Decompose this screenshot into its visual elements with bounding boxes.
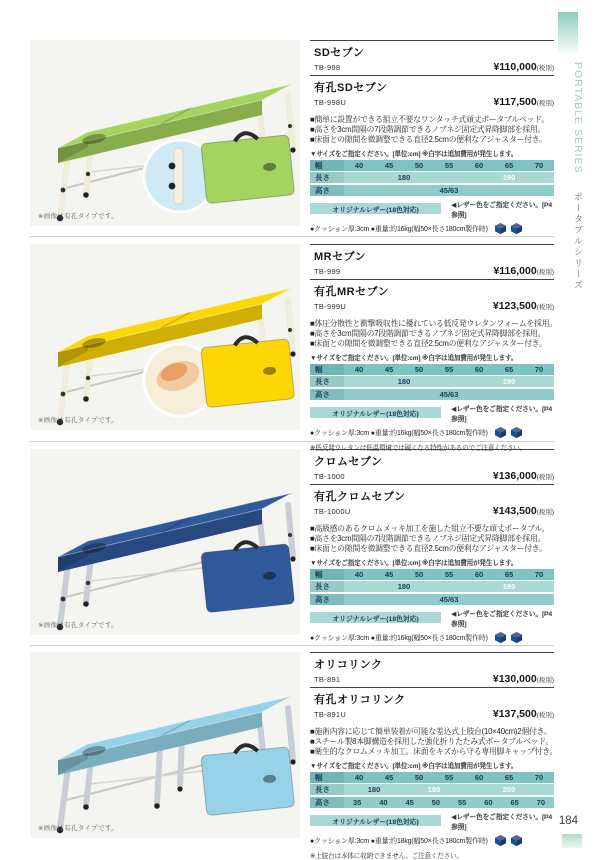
product-model: TB-999U xyxy=(314,302,347,311)
size-cell: 70 xyxy=(536,797,546,807)
table-row-width xyxy=(310,364,554,375)
bullet-line: ■衛生的なクロムメッキ加工。床面をキズから守る専用脚キャップ付き。 xyxy=(310,746,558,756)
size-table xyxy=(310,772,554,808)
size-cell: 180 xyxy=(397,377,411,387)
product-model: TB-998 xyxy=(314,63,341,72)
size-cell: 45/63 xyxy=(439,389,459,399)
row-label: 幅 xyxy=(310,772,344,783)
product-info xyxy=(310,652,558,860)
folded-case-illustration xyxy=(200,741,294,816)
cube-icon xyxy=(494,835,507,847)
product-entry xyxy=(310,244,554,279)
tax-label: (税別) xyxy=(536,712,554,719)
table-row-height xyxy=(310,594,554,605)
cube-icon xyxy=(494,632,507,644)
cube-icons xyxy=(494,427,523,439)
cube-icon xyxy=(494,223,507,235)
product-entry xyxy=(310,279,554,314)
product-photo xyxy=(30,449,300,635)
leather-row xyxy=(310,811,554,831)
tax-label: (税別) xyxy=(536,65,554,72)
product-info xyxy=(310,244,557,452)
product-photo xyxy=(30,40,300,226)
product-section xyxy=(30,244,557,452)
cube-icon xyxy=(510,632,523,644)
massage-table-illustration xyxy=(30,40,300,226)
product-model: TB-891 xyxy=(314,675,341,684)
folded-case-illustration xyxy=(200,538,294,613)
series-sidebar xyxy=(569,62,587,291)
cushion-note: ●クッション厚:3cm ●重量:約16kg(幅50×長さ180cm製作時) xyxy=(310,225,488,233)
product-name: MRセブン xyxy=(314,251,367,263)
series-title-ja: ポータブルシリーズ xyxy=(573,191,583,291)
tax-label: (税別) xyxy=(536,304,554,311)
size-cell: 70 xyxy=(534,772,544,782)
leather-row xyxy=(310,608,554,628)
size-cell: 70 xyxy=(534,364,544,374)
massage-table-illustration xyxy=(30,652,300,838)
table-row-length xyxy=(310,172,554,183)
bullet-line: ■床面との隙間を微調整できる直径2.5cmの便利なアジャスター付き。 xyxy=(310,134,547,144)
product-info xyxy=(310,40,554,235)
size-cell: 50 xyxy=(431,797,441,807)
size-cell: 55 xyxy=(444,569,454,579)
size-cell: 55 xyxy=(444,772,454,782)
product-price: ¥116,000(税別) xyxy=(493,265,554,277)
folded-case-illustration xyxy=(200,333,294,408)
section-divider xyxy=(30,441,554,442)
section-divider xyxy=(30,645,554,646)
product-price: ¥137,500(税別) xyxy=(492,708,554,720)
product-price: ¥136,000(税別) xyxy=(492,470,554,482)
bullet-line: ■床面との隙間を微調整できる直径2.5cmの便利なアジャスター付き。 xyxy=(310,338,547,348)
size-note: ▼サイズをご指定ください。[単位:cm] ※白字は追加費用が発生します。 xyxy=(310,559,518,567)
size-cell: 50 xyxy=(414,569,424,579)
size-cell: 65 xyxy=(510,797,519,807)
product-photo xyxy=(30,244,300,430)
size-cell: 180 xyxy=(397,173,411,183)
size-note: ▼サイズをご指定ください。[単位:cm] ※白字は追加費用が発生します。 xyxy=(310,762,518,770)
product-photo xyxy=(30,652,300,838)
size-cell: 60 xyxy=(474,569,484,579)
table-row-height xyxy=(310,185,554,196)
size-cell: 55 xyxy=(444,364,454,374)
size-note: ▼サイズをご指定ください。[単位:cm] ※白字は追加費用が発生します。 xyxy=(310,150,518,158)
size-cell-extra-cost: 190 xyxy=(502,377,516,387)
size-cell: 60 xyxy=(474,772,484,782)
size-cell: 45 xyxy=(384,364,394,374)
size-cell: 65 xyxy=(504,772,514,782)
size-cell: 180 xyxy=(367,785,381,795)
cushion-row xyxy=(310,835,554,847)
product-entry xyxy=(310,687,554,722)
cube-icon xyxy=(510,835,523,847)
size-table xyxy=(310,569,554,605)
product-section xyxy=(30,40,554,233)
massage-table-illustration xyxy=(30,244,300,430)
bullet-line: ■高さを3cm間隔の7段階調節できるノブネジ固定式昇降脚部を採用。 xyxy=(310,124,546,134)
product-model: TB-998U xyxy=(314,98,347,107)
tax-label: (税別) xyxy=(536,100,554,107)
table-row-width xyxy=(310,160,554,171)
product-model: TB-1000U xyxy=(314,507,351,516)
product-name: SDセブン xyxy=(314,47,365,59)
cushion-note: ●クッション厚:3cm ●重量:約16kg(幅50×長さ180cm製作時) xyxy=(310,429,488,437)
photo-caption: ※画像は有孔タイプです。 xyxy=(38,213,118,220)
table-row-width xyxy=(310,569,554,580)
product-name: クロムセブン xyxy=(314,456,383,468)
size-cell: 55 xyxy=(457,797,467,807)
row-label: 長さ xyxy=(310,172,344,183)
size-cell-extra-cost: 190 xyxy=(502,173,516,183)
cube-icon xyxy=(510,427,523,439)
cushion-note: ●クッション厚:3cm ●重量:約18kg(幅50×長さ180cm製作時) xyxy=(310,837,488,845)
row-label: 高さ xyxy=(310,594,344,605)
size-cell: 50 xyxy=(414,364,424,374)
product-info xyxy=(310,449,554,644)
cube-icon xyxy=(510,223,523,235)
bullet-line: ■簡単に設置ができる組立不要なワンタッチ式頑丈ポータブルベッド。 xyxy=(310,115,549,124)
cushion-row xyxy=(310,427,554,439)
size-cell: 60 xyxy=(474,160,484,170)
table-row-height xyxy=(310,389,554,400)
product-model: TB-1000 xyxy=(314,472,345,481)
size-cell: 35 xyxy=(352,797,362,807)
table-row-length xyxy=(310,784,554,795)
sidebar-gradient-tab xyxy=(558,12,578,56)
feature-bullets xyxy=(310,115,554,145)
size-cell: 60 xyxy=(474,364,484,374)
size-cell: 50 xyxy=(414,772,424,782)
size-table xyxy=(310,364,554,400)
tax-label: (税別) xyxy=(536,269,554,276)
row-label: 幅 xyxy=(310,364,344,375)
bullet-line: ■高級感のあるクロムメッキ加工を施した組立不要な頑丈ポータブル。 xyxy=(310,524,550,533)
row-label: 長さ xyxy=(310,581,344,592)
row-label: 長さ xyxy=(310,784,344,795)
bullet-line: ■施術内容に応じて簡単装着が可能な差込式上肢台(10×40cm)2個付き。 xyxy=(310,727,552,736)
size-cell-extra-cost: 190 xyxy=(427,785,441,795)
leather-option-box: オリジナルレザー(18色対応) xyxy=(310,815,441,826)
size-cell: 45 xyxy=(384,772,394,782)
size-cell: 70 xyxy=(534,160,544,170)
product-name: 有孔オリコリンク xyxy=(314,694,406,706)
size-cell: 50 xyxy=(414,160,424,170)
page-corner-mark xyxy=(562,834,582,848)
row-label: 幅 xyxy=(310,569,344,580)
cushion-row xyxy=(310,223,554,235)
leather-row xyxy=(310,199,554,219)
leather-option-box: オリジナルレザー(18色対応) xyxy=(310,203,441,214)
size-cell: 45/63 xyxy=(439,594,459,604)
row-label: 長さ xyxy=(310,376,344,387)
row-label: 幅 xyxy=(310,160,344,171)
product-price: ¥123,500(税別) xyxy=(492,300,554,312)
size-cell: 180 xyxy=(397,582,411,592)
product-section xyxy=(30,652,558,860)
cube-icons xyxy=(494,223,523,235)
leather-note: ◀レザー色をご指定ください。[P4参照] xyxy=(451,201,552,219)
tax-label: (税別) xyxy=(536,509,554,516)
tax-label: (税別) xyxy=(536,677,554,684)
product-entry xyxy=(310,449,554,484)
massage-table-illustration xyxy=(30,449,300,635)
row-label: 高さ xyxy=(310,185,344,196)
section-divider xyxy=(30,236,554,237)
bullet-line: ■高さを3cm間隔の7段階調節できるノブネジ固定式昇降脚部を採用。 xyxy=(310,533,546,543)
product-price: ¥130,000(税別) xyxy=(492,673,554,685)
series-title-en: PORTABLE SERIES xyxy=(572,62,584,174)
size-cell: 40 xyxy=(379,797,388,807)
bullet-line: ■体圧分散性と衝撃吸収性に優れている低反発ウレタンフォームを採用。 xyxy=(310,319,557,328)
tax-label: (税別) xyxy=(536,474,554,481)
size-cell: 40 xyxy=(354,772,364,782)
feature-bullets xyxy=(310,727,558,757)
product-entry xyxy=(310,75,554,110)
table-row-height xyxy=(310,797,554,808)
size-table xyxy=(310,160,554,196)
leather-option-box: オリジナルレザー(18色対応) xyxy=(310,407,441,418)
product-entry xyxy=(310,652,554,687)
cushion-note: ●クッション厚:3cm ●重量:約16kg(幅50×長さ180cm製作時) xyxy=(310,634,488,642)
photo-caption: ※画像は有孔タイプです。 xyxy=(38,417,118,424)
size-cell-extra-cost: 190 xyxy=(502,582,516,592)
size-cell: 45/63 xyxy=(439,185,459,195)
table-row-length xyxy=(310,581,554,592)
table-row-length xyxy=(310,376,554,387)
product-price: ¥110,000(税別) xyxy=(493,61,554,73)
row-label: 高さ xyxy=(310,797,344,808)
bullet-line: ■高さを3cm間隔の7段階調節できるノブネジ固定式昇降脚部を採用。 xyxy=(310,328,546,338)
feature-bullets xyxy=(310,319,557,349)
bullet-line: ■スチール製8本脚構造を採用した強化折りたたみ式ポータブルベッド。 xyxy=(310,736,553,746)
leather-note: ◀レザー色をご指定ください。[P4参照] xyxy=(451,813,552,831)
size-cell: 45 xyxy=(384,160,394,170)
cube-icons xyxy=(494,632,523,644)
product-model: TB-999 xyxy=(314,267,341,276)
product-section xyxy=(30,449,554,642)
feature-bullets xyxy=(310,524,554,554)
product-entry xyxy=(310,40,554,75)
extra-note: ※上肢台は本体に収納できません。ご注意ください。 xyxy=(310,852,463,860)
leather-note: ◀レザー色をご指定ください。[P4参照] xyxy=(451,610,552,628)
size-cell: 40 xyxy=(354,364,364,374)
product-model: TB-891U xyxy=(314,710,347,719)
size-cell: 40 xyxy=(354,160,364,170)
photo-caption: ※画像は有孔タイプです。 xyxy=(38,622,118,629)
product-name: 有孔MRセブン xyxy=(314,286,390,298)
leather-note: ◀レザー色をご指定ください。[P4参照] xyxy=(451,405,552,423)
product-price: ¥143,500(税別) xyxy=(492,505,554,517)
size-note: ▼サイズをご指定ください。[単位:cm] ※白字は追加費用が発生します。 xyxy=(310,354,518,362)
leather-option-box: オリジナルレザー(18色対応) xyxy=(310,612,441,623)
product-name: 有孔クロムセブン xyxy=(314,491,406,503)
size-cell: 65 xyxy=(504,569,514,579)
cushion-row xyxy=(310,632,554,644)
size-cell: 45 xyxy=(405,797,414,807)
size-cell: 65 xyxy=(504,364,514,374)
size-cell: 55 xyxy=(444,160,454,170)
product-price: ¥117,500(税別) xyxy=(493,96,554,108)
extra-note: ※低反発ウレタンは低温環境では硬くなる特性があるのでご注意ください。 xyxy=(310,444,527,452)
product-name: オリコリンク xyxy=(314,659,383,671)
page-number: 184 xyxy=(558,815,578,827)
size-cell: 40 xyxy=(354,569,364,579)
product-name: 有孔SDセブン xyxy=(314,82,388,94)
size-cell: 70 xyxy=(534,569,544,579)
size-cell: 45 xyxy=(384,569,394,579)
photo-caption: ※画像は有孔タイプです。 xyxy=(38,825,118,832)
table-row-width xyxy=(310,772,554,783)
row-label: 高さ xyxy=(310,389,344,400)
leather-row xyxy=(310,403,554,423)
cube-icon xyxy=(494,427,507,439)
product-entry xyxy=(310,484,554,519)
bullet-line: ■床面との隙間を微調整できる直径2.5cmの便利なアジャスター付き。 xyxy=(310,543,547,553)
cube-icons xyxy=(494,835,523,847)
size-cell: 65 xyxy=(504,160,514,170)
size-cell: 60 xyxy=(484,797,493,807)
size-cell-extra-cost: 200 xyxy=(502,785,516,795)
folded-case-illustration xyxy=(200,129,294,204)
